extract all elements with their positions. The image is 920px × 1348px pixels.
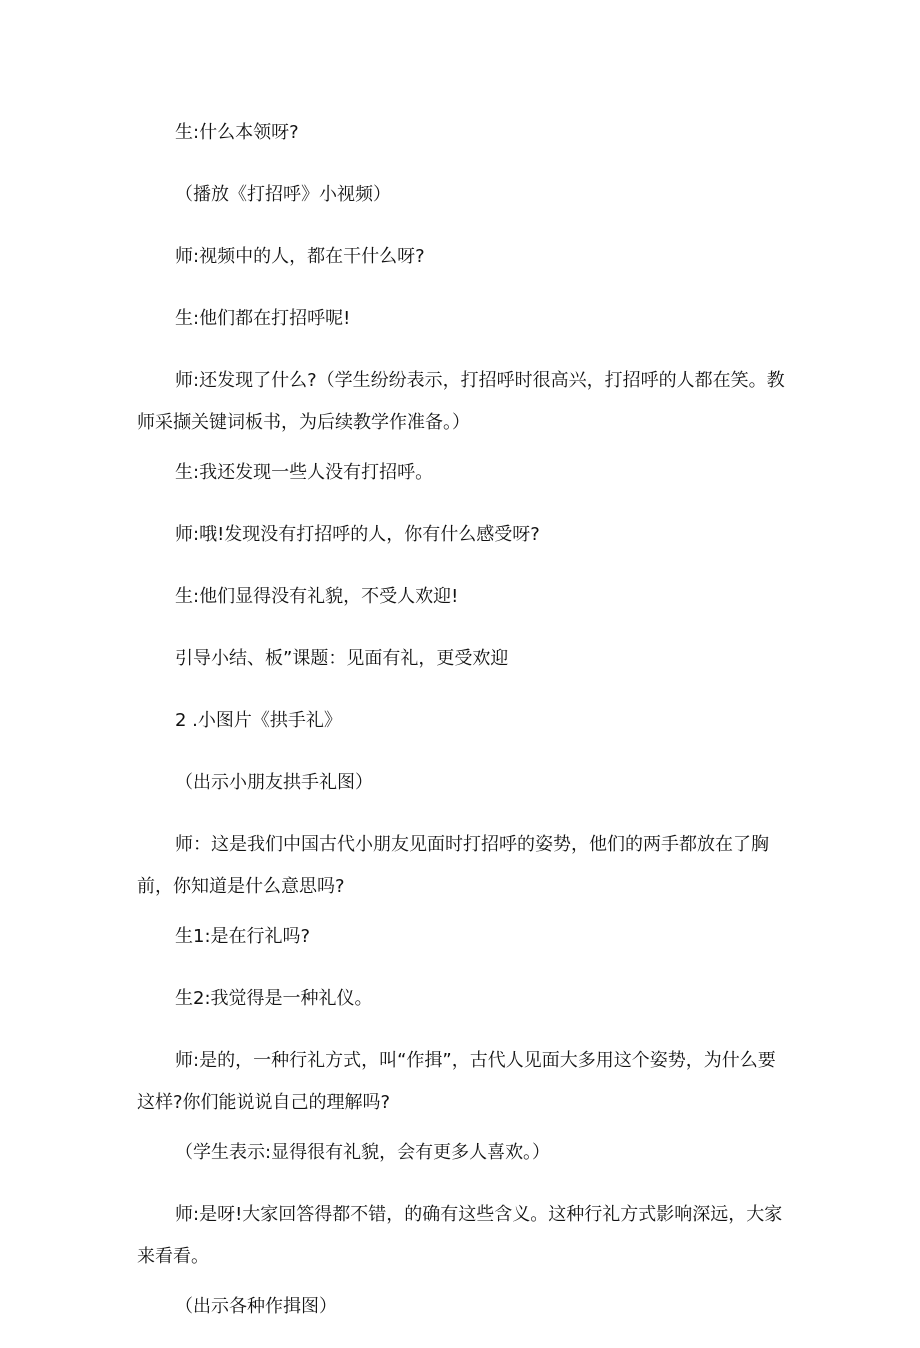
paragraph-8: 生:他们显得没有礼貌，不受人欢迎! [175, 586, 459, 607]
paragraph-4: 生:他们都在打招呼呢! [175, 308, 351, 329]
paragraph-11: （出示小朋友拱手礼图） [175, 772, 373, 793]
paragraph-16: （学生表示:显得很有礼貌，会有更多人喜欢。） [175, 1142, 551, 1163]
paragraph-10: 2 .小图片《拱手礼》 [175, 710, 342, 731]
document-body [137, 112, 787, 1348]
paragraph-3: 师:视频中的人，都在干什么呀? [175, 246, 425, 267]
paragraph-2: （播放《打招呼》小视频） [175, 184, 391, 205]
paragraph-13: 生1:是在行礼吗? [175, 926, 311, 947]
paragraph-18: （出示各种作揖图） [175, 1296, 337, 1317]
paragraph-9: 引导小结、板”课题：见面有礼，更受欢迎 [175, 648, 509, 669]
paragraph-17: 师:是呀!大家回答得都不错，的确有这些含义。这种行礼方式影响深远，大家来看看。 [137, 1204, 783, 1267]
paragraph-5: 师:还发现了什么?（学生纷纷表示，打招呼时很高兴，打招呼的人都在笑。教师采撷关键词板书，为后续教学作准备。） [137, 370, 785, 433]
paragraph-15: 师:是的，一种行礼方式，叫“作揖”，古代人见面大多用这个姿势，为什么要这样?你们能说说自己的理解吗? [137, 1050, 776, 1113]
paragraph-1: 生:什么本领呀? [175, 122, 299, 143]
paragraph-12: 师：这是我们中国古代小朋友见面时打招呼的姿势，他们的两手都放在了胸前，你知道是什么意思吗? [137, 834, 769, 897]
paragraph-6: 生:我还发现一些人没有打招呼。 [175, 462, 434, 483]
paragraph-7: 师:哦!发现没有打招呼的人，你有什么感受呀? [175, 524, 540, 545]
paragraph-14: 生2:我觉得是一种礼仪。 [175, 988, 373, 1009]
